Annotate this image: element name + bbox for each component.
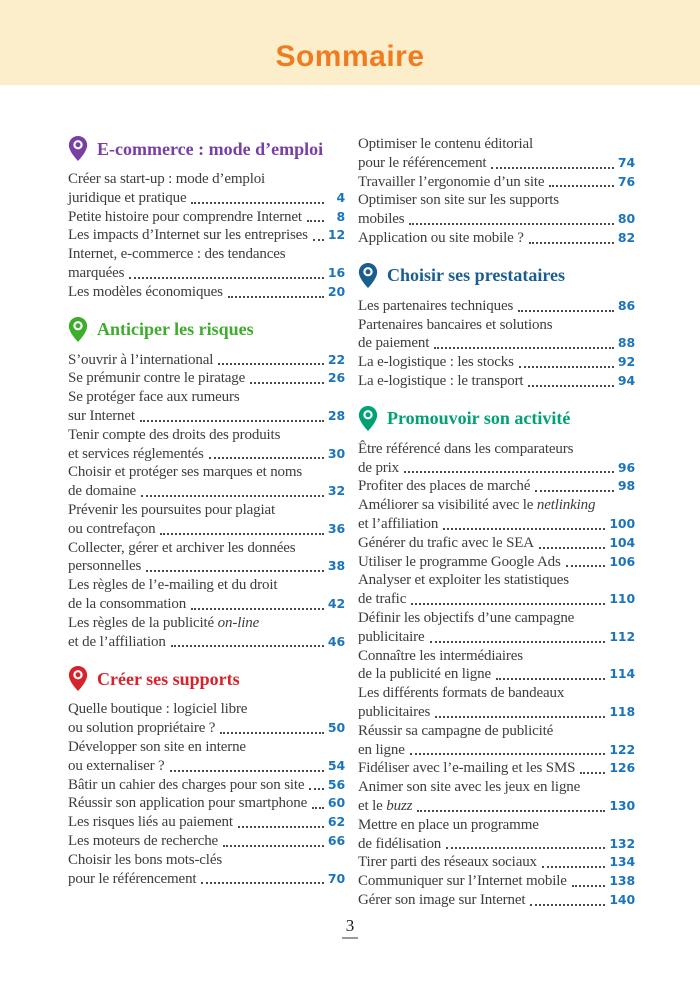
dot-leader — [434, 347, 614, 349]
page-number: 22 — [327, 351, 345, 367]
page-number: 62 — [327, 814, 345, 830]
toc-entry-line-last — [358, 297, 635, 316]
section-header — [358, 405, 635, 432]
page-number: 98 — [617, 478, 635, 494]
toc-entry-line: Développer son site en interne — [68, 738, 246, 755]
dot-leader — [410, 753, 606, 755]
toc-entry-text: personnelles — [68, 558, 142, 575]
toc-entry-line: Mettre en place un programme — [358, 816, 539, 833]
toc-entry-text: Générer du trafic avec le SEA — [358, 534, 534, 551]
toc-entry — [358, 778, 635, 816]
toc-entry — [68, 170, 345, 208]
italic-term: netlinking — [536, 497, 596, 514]
toc-entry-line: Tenir compte des droits des produits — [68, 426, 281, 443]
toc-entry-line-last — [68, 407, 345, 426]
section-header-label: Créer ses supports — [97, 668, 240, 689]
page-number: 138 — [609, 873, 635, 889]
dot-leader — [129, 277, 324, 279]
toc-entry-text: ou contrefaçon — [68, 520, 156, 537]
toc-entry-line-last — [358, 628, 635, 647]
dot-leader — [572, 885, 606, 887]
toc-entry-line-last — [358, 173, 635, 192]
page-number: 30 — [327, 445, 345, 461]
page-number: 122 — [609, 741, 635, 757]
toc-entry-line-last — [68, 870, 345, 889]
toc-entry-line-last — [358, 665, 635, 684]
toc-entry-line-last — [358, 372, 635, 391]
toc-entry — [358, 297, 635, 316]
dot-leader — [146, 570, 324, 572]
toc-entry — [358, 496, 635, 534]
toc-entry-text: de la publicité en ligne — [358, 666, 492, 683]
toc-entry — [358, 872, 635, 891]
toc-entry-text: Les risques liés au paiement — [68, 814, 233, 831]
toc-entry-text: publicitaires — [358, 703, 431, 720]
toc-column-right — [358, 135, 635, 910]
toc-entry-text: de fidélisation — [358, 835, 442, 852]
toc-entry — [68, 614, 345, 652]
toc-entry — [68, 388, 345, 426]
toc-entry — [358, 173, 635, 192]
toc-entry — [358, 571, 635, 609]
toc-entry-line-last — [68, 719, 345, 738]
toc-entry-line: Collecter, gérer et archiver les données — [68, 539, 296, 556]
toc-entry-line: Définir les objectifs d’une campagne — [358, 609, 575, 626]
toc-entry-text: Tirer parti des réseaux sociaux — [358, 854, 537, 871]
toc-entry-line-last — [68, 557, 345, 576]
toc-entry-line: Les règles de la publicité on-line — [68, 614, 260, 631]
toc-entry-line-last — [68, 595, 345, 614]
toc-entry-line: Optimiser son site sur les supports — [358, 192, 559, 209]
toc-entry-line-last — [358, 229, 635, 248]
page-number: 38 — [327, 558, 345, 574]
dot-leader — [201, 882, 323, 884]
page-number: 16 — [327, 264, 345, 280]
page-number: 26 — [327, 370, 345, 386]
toc-entry-line-last — [358, 703, 635, 722]
dot-leader — [430, 641, 606, 643]
toc-entry — [68, 776, 345, 795]
toc-entry-text: et services réglementés — [68, 445, 204, 462]
toc-entry-line-last — [358, 759, 635, 778]
toc-entry-line-last — [358, 459, 635, 478]
header-band — [0, 0, 700, 85]
page-number: 80 — [617, 211, 635, 227]
toc-entry-line: Partenaires bancaires et solutions — [358, 316, 553, 333]
toc-entry-line-last — [358, 835, 635, 854]
toc-entry-line-last — [68, 208, 345, 227]
dot-leader — [435, 716, 605, 718]
section-header-label: E-commerce : mode d’emploi — [97, 138, 324, 159]
toc-entry — [68, 738, 345, 776]
toc-entry-line-last — [68, 264, 345, 283]
toc-entry — [358, 477, 635, 496]
toc-entry — [358, 229, 635, 248]
page-number: 94 — [617, 372, 635, 388]
toc-entry-text: Communiquer sur l’Internet mobile — [358, 873, 567, 890]
toc-entry-line-last — [68, 520, 345, 539]
page-number: 70 — [327, 870, 345, 886]
toc-entry-text: Petite histoire pour comprendre Internet — [68, 208, 302, 225]
toc-entry-line: Animer son site avec les jeux en ligne — [358, 779, 581, 796]
page-number: 32 — [327, 483, 345, 499]
page-number: 134 — [609, 854, 635, 870]
dot-leader — [312, 807, 324, 809]
toc-entry-text: Les partenaires techniques — [358, 297, 514, 314]
page-number: 110 — [609, 591, 635, 607]
toc-entry-text: de prix — [358, 459, 400, 476]
page-number: 56 — [327, 776, 345, 792]
toc-entry-line-last — [358, 515, 635, 534]
toc-entry-text: Les impacts d’Internet sur les entreprises — [68, 227, 308, 244]
toc-entry-line-last — [358, 853, 635, 872]
toc-entry-line: Quelle boutique : logiciel libre — [68, 701, 248, 718]
toc-entry — [68, 700, 345, 738]
dot-leader — [307, 220, 324, 222]
dot-leader — [535, 490, 614, 492]
toc-entry-text: S’ouvrir à l’international — [68, 351, 214, 368]
dot-leader — [209, 457, 324, 459]
dot-leader — [446, 847, 605, 849]
location-pin-icon — [68, 135, 88, 162]
page-number: 74 — [617, 154, 635, 170]
toc-entry — [68, 351, 345, 370]
dot-leader — [220, 732, 324, 734]
toc-entry — [358, 722, 635, 760]
dot-leader — [411, 603, 605, 605]
dot-leader — [518, 310, 614, 312]
toc-entry-text: pour le référencement — [68, 870, 197, 887]
dot-leader — [566, 565, 606, 567]
toc-entry-line: Créer sa start-up : mode d’emploi — [68, 171, 266, 187]
page-number: 112 — [609, 628, 635, 644]
toc-entry-line-last — [68, 794, 345, 813]
toc-entry-line-last — [358, 477, 635, 496]
toc-entry-text: de domaine — [68, 483, 137, 500]
toc-entry-line: Prévenir les poursuites pour plagiat — [68, 501, 276, 518]
dot-leader — [313, 239, 324, 241]
toc-entry — [68, 226, 345, 245]
page-number: 28 — [327, 407, 345, 423]
page-number: 82 — [617, 229, 635, 245]
section-header-label: Anticiper les risques — [97, 319, 254, 340]
section-header — [68, 135, 345, 162]
toc-entry-line-last — [358, 210, 635, 229]
dot-leader — [309, 788, 323, 790]
page-number: 66 — [327, 832, 345, 848]
page-number: 8 — [336, 208, 345, 224]
page-number: 114 — [609, 666, 635, 682]
toc-entry-line: Se protéger face aux rumeurs — [68, 389, 240, 406]
dot-leader — [530, 904, 605, 906]
dot-leader — [404, 471, 614, 473]
toc-entry-line-last — [68, 226, 345, 245]
toc-entry — [68, 426, 345, 464]
section-header-label: Promouvoir son activité — [387, 408, 571, 429]
page-number: 106 — [609, 553, 635, 569]
toc-entry-line-last — [68, 283, 345, 302]
toc-entry — [358, 759, 635, 778]
dot-leader — [170, 770, 324, 772]
toc-entry-line: Choisir et protéger ses marques et noms — [68, 464, 303, 481]
toc-entry-line-last — [68, 757, 345, 776]
page-number: 126 — [609, 760, 635, 776]
toc-entry-line-last — [68, 369, 345, 388]
dot-leader — [141, 495, 324, 497]
toc-entry-text: de la consommation — [68, 595, 187, 612]
toc-entry-line-last — [358, 154, 635, 173]
toc-entry-text: de trafic — [358, 591, 407, 608]
toc-entry-text: pour le référencement — [358, 154, 487, 171]
toc-entry — [358, 316, 635, 354]
page-number: 132 — [609, 835, 635, 851]
page-title: Sommaire — [275, 40, 425, 73]
toc-entry — [358, 353, 635, 372]
toc-entry-line: Les différents formats de bandeaux — [358, 685, 565, 702]
toc-entry-text: Les modèles économiques — [68, 283, 223, 300]
toc-entry-line-last — [358, 590, 635, 609]
dot-leader — [529, 242, 614, 244]
toc-entry-line: Les règles de l’e-mailing et du droit — [68, 577, 278, 594]
section-header — [358, 262, 635, 289]
toc-entry-text: en ligne — [358, 741, 405, 758]
toc-entry — [358, 191, 635, 229]
toc-entry-text: ou solution propriétaire ? — [68, 720, 216, 737]
folio-number: 3 — [342, 916, 359, 939]
page-number: 140 — [609, 891, 635, 907]
dot-leader — [580, 772, 605, 774]
dot-leader — [191, 608, 324, 610]
page-number: 4 — [336, 189, 345, 205]
dot-leader — [250, 382, 324, 384]
section-header — [68, 665, 345, 692]
toc-entry — [358, 647, 635, 685]
toc-entry-line-last — [68, 832, 345, 851]
toc-entry-text: mobiles — [358, 211, 405, 228]
toc-entry — [68, 245, 345, 283]
page-number: 36 — [327, 520, 345, 536]
toc-entry-line-last — [68, 776, 345, 795]
toc-entry-text: Application ou site mobile ? — [358, 229, 524, 246]
dot-leader — [191, 202, 324, 204]
toc-entry-line-last — [68, 189, 345, 208]
toc-entry-text: marquées — [68, 264, 125, 281]
toc-entry-text: Réussir son application pour smartphone — [68, 795, 308, 812]
toc-entry — [358, 553, 635, 572]
toc-entry — [358, 609, 635, 647]
toc-entry — [68, 369, 345, 388]
toc-entry-line-last — [358, 797, 635, 816]
toc-entry — [358, 684, 635, 722]
toc-entry — [68, 794, 345, 813]
page-number: 46 — [327, 633, 345, 649]
toc-entry — [358, 534, 635, 553]
dot-leader — [218, 363, 324, 365]
toc-entry — [68, 283, 345, 302]
dot-leader — [409, 223, 613, 225]
page-number: 12 — [327, 227, 345, 243]
dot-leader — [140, 420, 324, 422]
toc-entry-text: sur Internet — [68, 407, 135, 424]
dot-leader — [549, 185, 613, 187]
toc-entry-line-last — [358, 553, 635, 572]
page-number: 100 — [609, 515, 635, 531]
toc-entry-line-last — [68, 445, 345, 464]
dot-leader — [528, 385, 613, 387]
toc-entry-line-last — [68, 633, 345, 652]
toc-content — [0, 85, 700, 910]
toc-entry-line-last — [358, 534, 635, 553]
toc-entry-line-last — [358, 353, 635, 372]
dot-leader — [417, 810, 605, 812]
toc-entry — [68, 208, 345, 227]
toc-entry-line-last — [68, 482, 345, 501]
toc-entry-text: et le buzz — [358, 797, 413, 814]
location-pin-icon — [358, 405, 378, 432]
dot-leader — [238, 826, 324, 828]
toc-entry-line: Analyser et exploiter les statistiques — [358, 572, 569, 589]
toc-entry-line: Réussir sa campagne de publicité — [358, 722, 554, 739]
location-pin-icon — [68, 665, 88, 692]
toc-entry-line-last — [68, 351, 345, 370]
dot-leader — [171, 645, 324, 647]
page-number: 20 — [327, 283, 345, 299]
toc-entry-text: Travailler l’ergonomie d’un site — [358, 173, 545, 190]
page-number: 104 — [609, 534, 635, 550]
toc-entry-line: Améliorer sa visibilité avec le netlinking — [358, 497, 596, 514]
italic-term: on-line — [217, 614, 260, 631]
toc-column-left — [68, 135, 345, 910]
toc-entry-text: Les moteurs de recherche — [68, 832, 219, 849]
toc-entry-text: et de l’affiliation — [68, 633, 166, 650]
toc-entry-text: publicitaire — [358, 628, 425, 645]
toc-entry-text: Se prémunir contre le piratage — [68, 370, 246, 387]
toc-entry — [358, 372, 635, 391]
page-number: 88 — [617, 335, 635, 351]
toc-entry-line-last — [68, 813, 345, 832]
toc-entry-line-last — [358, 891, 635, 910]
page-number: 54 — [327, 757, 345, 773]
toc-entry — [358, 440, 635, 478]
toc-entry — [68, 576, 345, 614]
toc-entry-line: Connaître les intermédiaires — [358, 647, 523, 664]
italic-term: buzz — [386, 797, 413, 814]
toc-entry-text: Fidéliser avec l’e-mailing et les SMS — [358, 760, 576, 777]
page-number: 60 — [327, 795, 345, 811]
toc-entry-text: La e-logistique : le transport — [358, 372, 524, 389]
dot-leader — [223, 845, 324, 847]
page-number: 42 — [327, 595, 345, 611]
toc-entry — [68, 539, 345, 577]
page-number: 118 — [609, 703, 635, 719]
dot-leader — [542, 866, 605, 868]
toc-entry — [68, 832, 345, 851]
toc-entry-line: Optimiser le contenu éditorial — [358, 136, 534, 152]
toc-entry — [68, 501, 345, 539]
toc-entry — [358, 853, 635, 872]
dot-leader — [443, 528, 605, 530]
dot-leader — [519, 366, 614, 368]
page-number: 92 — [617, 354, 635, 370]
toc-entry-text: de paiement — [358, 335, 430, 352]
toc-entry-text: ou externaliser ? — [68, 757, 165, 774]
dot-leader — [160, 533, 323, 535]
toc-entry-text: juridique et pratique — [68, 189, 187, 206]
toc-entry-line-last — [358, 334, 635, 353]
toc-entry-line: Internet, e-commerce : des tendances — [68, 246, 286, 263]
toc-entry — [358, 135, 635, 173]
location-pin-icon — [68, 316, 88, 343]
toc-entry-text: Bâtir un cahier des charges pour son site — [68, 776, 305, 793]
toc-entry-line-last — [358, 872, 635, 891]
page-number: 76 — [617, 173, 635, 189]
location-pin-icon — [358, 262, 378, 289]
toc-entry — [358, 816, 635, 854]
dot-leader — [539, 547, 605, 549]
toc-entry — [358, 891, 635, 910]
toc-entry — [68, 463, 345, 501]
dot-leader — [496, 678, 605, 680]
section-header — [68, 316, 345, 343]
toc-entry-line: Être référencé dans les comparateurs — [358, 440, 574, 457]
toc-entry-line: Choisir les bons mots-clés — [68, 851, 223, 868]
section-header-label: Choisir ses prestataires — [387, 265, 565, 286]
toc-entry-text: Profiter des places de marché — [358, 478, 531, 495]
page-number: 86 — [617, 297, 635, 313]
toc-entry-line-last — [358, 741, 635, 760]
page-number: 96 — [617, 459, 635, 475]
toc-entry-text: Utiliser le programme Google Ads — [358, 553, 561, 570]
page-footer — [0, 916, 700, 939]
page-number: 50 — [327, 720, 345, 736]
toc-entry-text: La e-logistique : les stocks — [358, 354, 514, 371]
toc-entry — [68, 813, 345, 832]
page-number: 130 — [609, 797, 635, 813]
dot-leader — [491, 167, 613, 169]
dot-leader — [228, 296, 324, 298]
toc-entry-text: et l’affiliation — [358, 515, 439, 532]
toc-entry-text: Gérer son image sur Internet — [358, 891, 526, 908]
toc-entry — [68, 851, 345, 889]
